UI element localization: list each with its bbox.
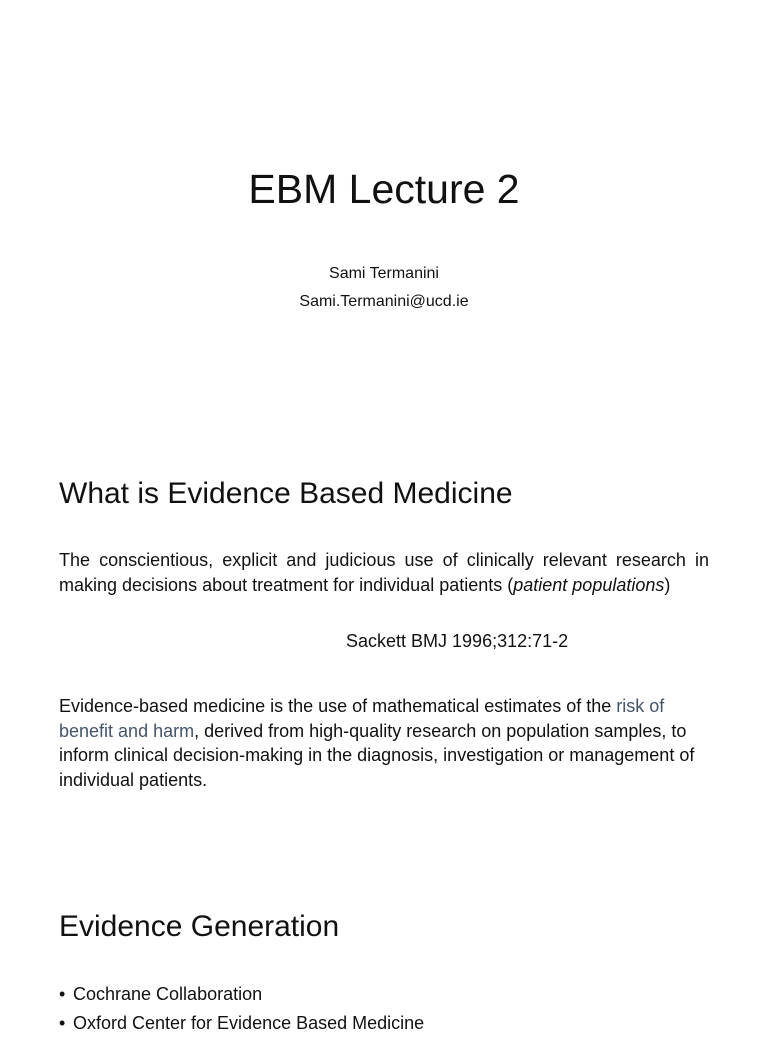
list-item: • Oxford Center for Evidence Based Medicine <box>59 1009 424 1038</box>
bullet-list <box>59 980 424 1038</box>
ebm-definition-slide <box>0 384 768 864</box>
author-name: Sami Termanini <box>329 265 439 282</box>
evidence-generation-slide <box>0 864 768 1033</box>
definition-italic: patient populations <box>513 574 665 595</box>
definition-close: ) <box>664 574 671 595</box>
author-email: Sami.Termanini@ucd.ie <box>299 293 469 310</box>
risk-benefit-harm-link[interactable]: risk of benefit and harm <box>59 696 665 741</box>
slide-heading: Evidence Generation <box>59 910 340 943</box>
second-definition-text-start: Evidence-based medicine is the use of mathematical estimates of the <box>59 696 617 716</box>
definition-text: The conscientious, explicit and judicious use of clinically relevant research in making decisions about treatment for individual patients ( <box>59 550 709 595</box>
second-definition-text-end: , derived from high-quality research on population samples, to inform clinical decision-making in the diagnosis, investigation or management of individual patients. <box>59 720 695 790</box>
slide-heading: What is Evidence Based Medicine <box>59 477 513 510</box>
definition-paragraph <box>59 548 709 597</box>
list-item: • Cochrane Collaboration <box>59 980 424 1009</box>
slide-title: EBM Lecture 2 <box>248 166 520 212</box>
title-slide <box>0 0 768 384</box>
citation: Sackett BMJ 1996;312:71-2 <box>346 631 569 651</box>
second-definition-paragraph <box>59 694 719 792</box>
author-block <box>0 260 768 316</box>
